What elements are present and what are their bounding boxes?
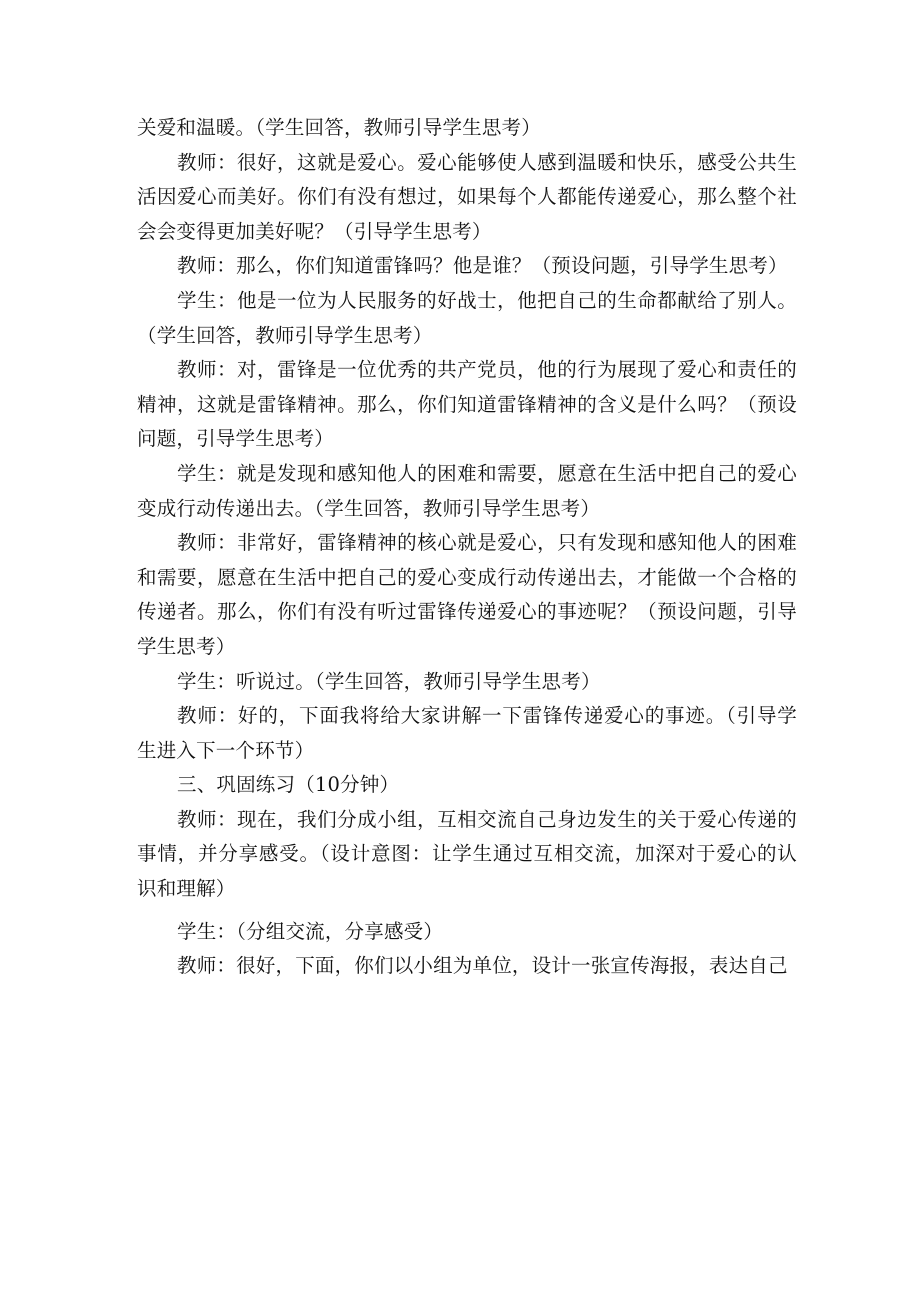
paragraph-teacher-spirit: 教师：对，雷锋是一位优秀的共产党员，他的行为展现了爱心和责任的精神，这就是雷锋精神。那么，你们知道雷锋精神的含义是什么吗？（预设问题，引导学生思考）	[137, 358, 797, 451]
paragraph-teacher-groups: 教师：现在，我们分成小组，互相交流自己身边发生的关于爱心传递的事情，并分享感受。（设计意图：让学生通过互相交流，加深对于爱心的认识和理解）	[137, 807, 797, 901]
document-body	[137, 111, 797, 984]
paragraph-teacher-core: 教师：非常好，雷锋精神的核心就是爱心，只有发现和感知他人的困难和需要，愿意在生活中把自己的爱心变成行动传递出去，才能做一个合格的传递者。那么，你们有没有听过雷锋传递爱心的事迹呢？（预设问题，引导学生思考）	[137, 531, 797, 658]
paragraph-student-heard: 学生：听说过。（学生回答，教师引导学生思考）	[177, 669, 601, 693]
section-heading-practice: 三、巩固练习（10分钟）	[177, 773, 400, 797]
paragraph-student-groups: 学生：（分组交流，分享感受）	[177, 919, 444, 943]
paragraph-teacher-question-leifeng: 教师：那么，你们知道雷锋吗？他是谁？（预设问题，引导学生思考）	[177, 254, 788, 278]
paragraph-student-answer-leifeng: 学生：他是一位为人民服务的好战士，他把自己的生命都献给了别人。（学生回答，教师引导学生思考）	[137, 288, 797, 347]
paragraph-teacher-poster: 教师：很好，下面，你们以小组为单位，设计一张宣传海报，表达自己	[177, 954, 788, 978]
paragraph-teacher-love: 教师：很好，这就是爱心。爱心能够使人感到温暖和快乐，感受公共生活因爱心而美好。你们有没有想过，如果每个人都能传递爱心，那么整个社会会变得更加美好呢？（引导学生思考）	[137, 150, 797, 243]
paragraph-teacher-story: 教师：好的，下面我将给大家讲解一下雷锋传递爱心的事迹。（引导学生进入下一个环节）	[137, 704, 797, 762]
paragraph-student-spirit-meaning: 学生：就是发现和感知他人的困难和需要，愿意在生活中把自己的爱心变成行动传递出去。（学生回答，教师引导学生思考）	[137, 461, 797, 520]
paragraph-continuation: 关爱和温暖。（学生回答，教师引导学生思考）	[137, 116, 541, 139]
